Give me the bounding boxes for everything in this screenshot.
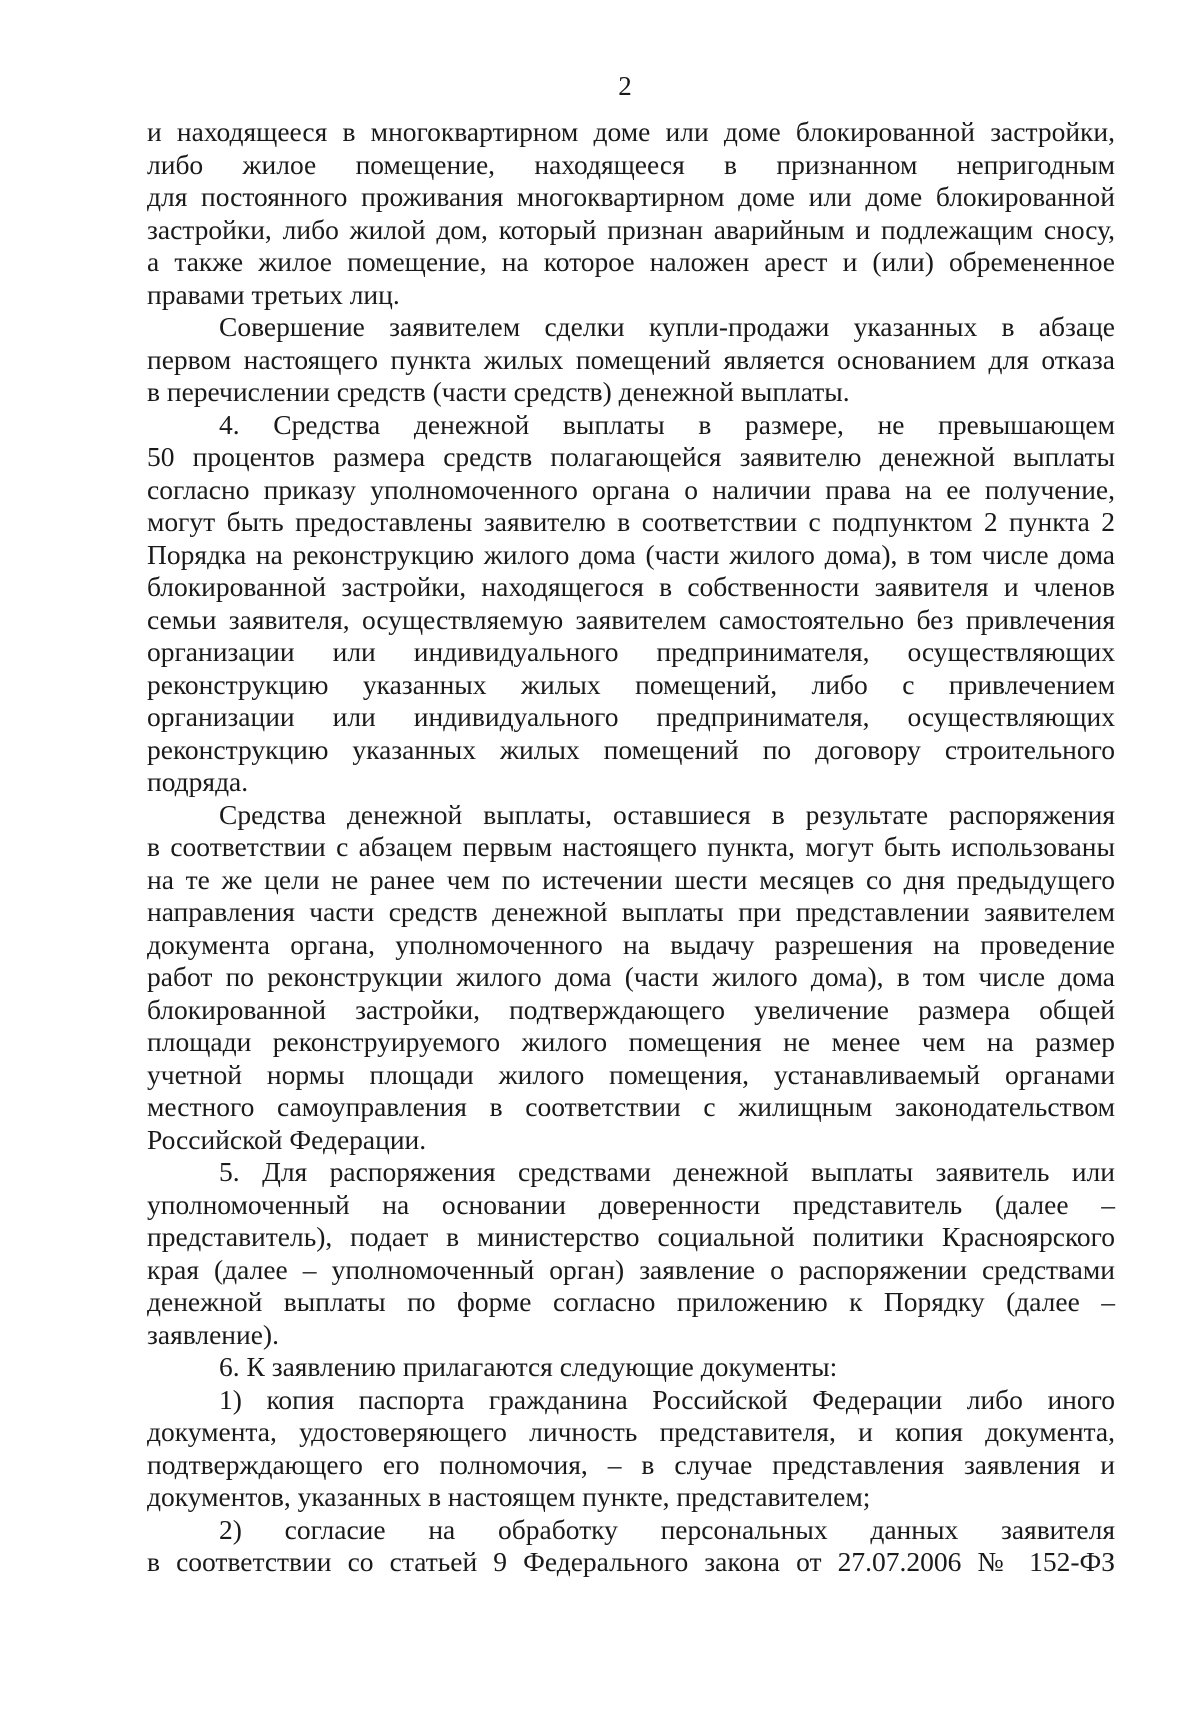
text-line: документа органа, уполномоченного на выдачу разрешения на проведение [147,928,1115,960]
text-line: подряда. [147,766,249,797]
text-line: документа, удостоверяющего личность представителя, и копия документа, [147,1416,1115,1447]
text-line: первом настоящего пункта жилых помещений является основанием для отказа [147,343,1115,375]
text-line: края (далее – уполномоченный орган) заявление о распоряжении средствами [147,1253,1115,1285]
text-line: для постоянного проживания многоквартирном доме или доме блокированной [147,181,1115,212]
text-line: реконструкцию указанных жилых помещений по договору строительного [147,733,1115,765]
text-line: 50 процентов размера средств полагающейся заявителю денежной выплаты [147,441,1115,472]
text-line: и находящееся в многоквартирном доме или доме блокированной застройки, [147,116,1115,147]
text-line: работ по реконструкции жилого дома (части жилого дома), в том числе дома [147,961,1115,992]
text-line: 2) согласие на обработку персональных данных заявителя [219,1513,1115,1545]
text-line: реконструкцию указанных жилых помещений, либо с привлечением [147,668,1115,700]
text-line: заявление). [147,1318,279,1350]
text-line: площади реконструируемого жилого помещения не менее чем на размер [147,1026,1115,1057]
text-line: организации или индивидуального предпринимателя, осуществляющих [147,701,1115,732]
text-line: Средства денежной выплаты, оставшиеся в результате распоряжения [219,798,1115,830]
text-line: денежной выплаты по форме согласно приложению к Порядку (далее – [147,1286,1115,1317]
text-line: 5. Для распоряжения средствами денежной выплаты заявитель или [219,1156,1115,1187]
text-line: в соответствии со статьей 9 Федерального закона от 27.07.2006 № 152-ФЗ [147,1546,1115,1577]
text-line: Российской Федерации. [147,1123,427,1155]
text-line: 1) копия паспорта гражданина Российской Федерации либо иного [219,1383,1115,1415]
text-line: 4. Средства денежной выплаты в размере, не превышающем [219,408,1115,440]
text-line: блокированной застройки, находящегося в собственности заявителя и членов [147,571,1115,602]
text-line: уполномоченный на основании доверенности представитель (далее – [147,1188,1115,1220]
text-line: правами третьих лиц. [147,278,400,310]
text-line: организации или индивидуального предпринимателя, осуществляющих [147,636,1115,667]
document-body [147,116,1115,1579]
text-line: согласно приказу уполномоченного органа о наличии права на ее получение, [147,473,1115,505]
text-line: в перечислении средств (части средств) денежной выплаты. [147,376,850,407]
text-line: могут быть предоставлены заявителю в соответствии с подпунктом 2 пункта 2 [147,506,1115,537]
page-number: 2 [618,71,632,101]
text-line: а также жилое помещение, на которое наложен арест и (или) обремененное [147,246,1115,277]
text-line: подтверждающего его полномочия, – в случае представления заявления и [147,1448,1115,1480]
text-line: на те же цели не ранее чем по истечении шести месяцев со дня предыдущего [147,863,1115,895]
text-line: направления части средств денежной выплаты при представлении заявителем [147,896,1115,927]
text-line: местного самоуправления в соответствии с жилищным законодательством [147,1091,1115,1122]
text-line: Совершение заявителем сделки купли-продажи указанных в абзаце [219,311,1115,342]
text-line: застройки, либо жилой дом, который признан аварийным и подлежащим сносу, [147,213,1115,245]
text-line: 6. К заявлению прилагаются следующие документы: [219,1351,838,1382]
text-line: Порядка на реконструкцию жилого дома (части жилого дома), в том числе дома [147,538,1115,570]
text-line: блокированной застройки, подтверждающего увеличение размера общей [147,993,1115,1025]
text-line: семьи заявителя, осуществляемую заявителем самостоятельно без привлечения [147,603,1115,635]
text-line: документов, указанных в настоящем пункте, представителем; [147,1481,871,1512]
text-line: либо жилое помещение, находящееся в признанном непригодным [147,148,1115,180]
text-line: представитель), подает в министерство социальной политики Красноярского [147,1221,1115,1252]
text-line: учетной нормы площади жилого помещения, устанавливаемый органами [147,1058,1115,1090]
text-line: в соответствии с абзацем первым настоящего пункта, могут быть использованы [147,831,1115,862]
